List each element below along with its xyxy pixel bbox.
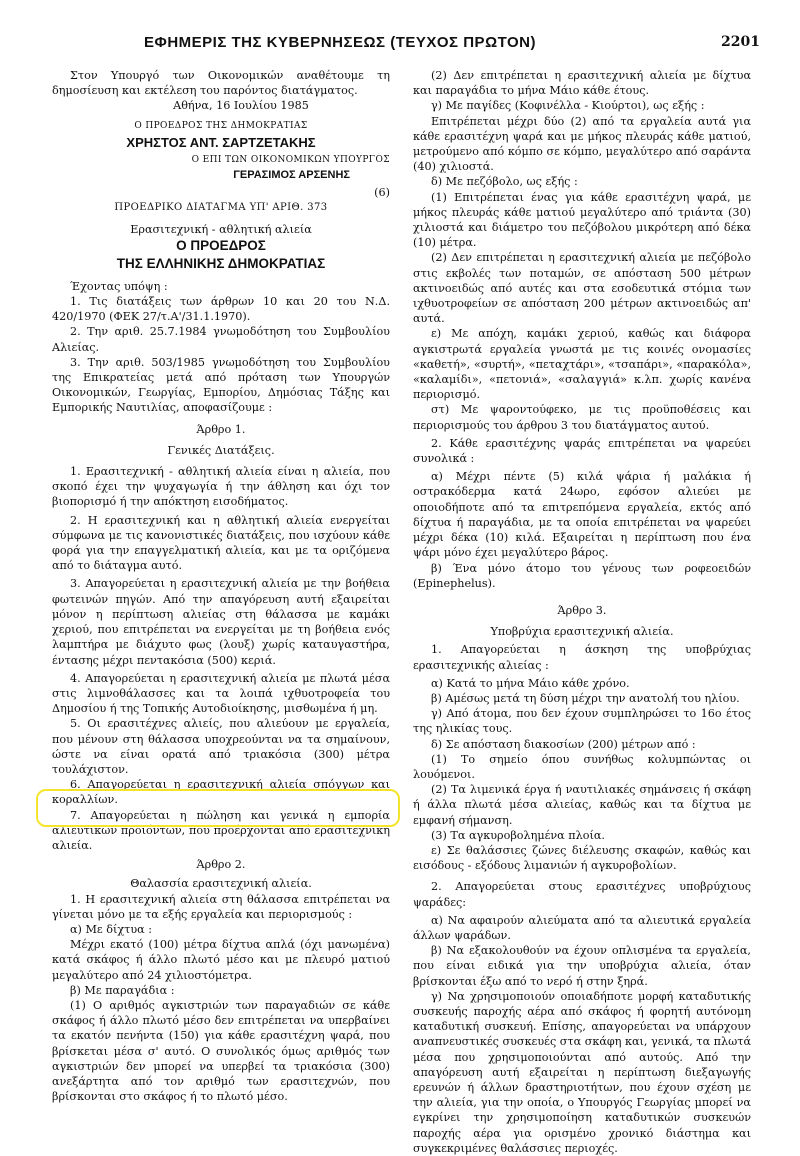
article-2-nets: α) Με δίχτυα : <box>70 922 153 936</box>
left-column <box>52 68 390 1104</box>
speargun-text: στ) Με ψαροντούφεκο, με τις προϋποθέσεις και περιορισμούς του άρθρου 3 του διατάγματος αυτού. <box>413 403 751 432</box>
article-3-heading: Άρθρο 3. <box>557 603 607 617</box>
article-2-heading: Άρθρο 2. <box>196 858 246 872</box>
article-1-para-4: 4. Απαγορεύεται η ερασιτεχνική αλιεία με πλωτά μέσα στις λιμνοθάλασσες και τα λοιπά ιχθυοτροφεία του Δημοσίου ή της Τοπικής Αυτοδιοίκησης, μισθωμένα ή μη. <box>52 671 390 716</box>
heading-president: Ο ΠΡΟΕΔΡΟΣ <box>176 237 266 253</box>
article-3-2g: γ) Να χρησιμοποιούν οποιαδήποτε μορφή καταδυτικής συσκευής παροχής αέρα από σκάφος ή φορητή αυτόνομη καταδυτική συσκευή. Επίσης, απαγορεύεται να υπάρχουν αναπνευστικές συσκευές στα σκάφη και, γενικά, τα πλωτά μέσα που χρησιμοποιούνται από αυτούς. Από την απαγόρευση αυτή εξαιρείται η περίπτωση διεξαγωγής ερευνών ή άλλων δραστηριοτήτων, που έχουν σχέση με την αλιεία, για την οποία, ο Υπουργός Γεωργίας μπορεί να εγκρίνει την χρησιμοποίηση καταδυτικών συσκευών παροχής αέρα για ορισμένο χρονικό διάστημα και συγκεκριμένες θαλάσσιες περιοχές. <box>413 989 751 1155</box>
article-3-d: δ) Σε απόσταση διακοσίων (200) μέτρων από : <box>431 737 696 751</box>
article-1-para-3: 3. Απαγορεύεται η ερασιτεχνική αλιεία με την βοήθεια φωτεινών πηγών. Από την απαγόρευση αυτή εξαιρείται μόνον η περίπτωση αλιείας στη θάλασσα με καμάκι χεριού, που επιτρέπεται να ενεργείται με τη βοήθεια ενός λαμπτήρα με διάχυτο φως (λουξ) χωρίς καταυγαστήρα, έντασης μέχρι πεντακόσια (500) κεριά. <box>52 577 390 667</box>
article-3-para-2: 2. Απαγορεύεται στους ερασιτέχνες υποβρύχιους ψαράδες: <box>413 880 751 909</box>
article-3-e: ε) Σε θαλάσσιες ζώνες διέλευσης σκαφών, καθώς και εισόδους - εξόδους λιμανιών ή αγκυροβολίων. <box>413 843 751 873</box>
article-3-b: β) Αμέσως μετά τη δύση μέχρι την ανατολή του ηλίου. <box>431 691 740 705</box>
president-title: Ο ΠΡΟΕΔΡΟΣ ΤΗΣ ΔΗΜΟΚΡΑΤΙΑΣ <box>134 120 308 131</box>
decree-subject: Ερασιτεχνική - αθλητική αλιεία <box>130 222 312 236</box>
heading-republic: ΤΗΣ ΕΛΛΗΝΙΚΗΣ ΔΗΜΟΚΡΑΤΙΑΣ <box>116 255 326 271</box>
article-3-2b: β) Να εξακολουθούν να έχουν οπλισμένα τα εργαλεία, που είναι ειδικά για την υποβρύχια αλιεία, όταν βρίσκονται έξω από το νερό ή στην ξηρά. <box>413 944 751 988</box>
article-1-para-2: 2. Η ερασιτεχνική και η αθλητική αλιεία ενεργείται σύμφωνα με τις κανονιστικές διατάξεις, που ισχύουν κάθε φορά για την επαγγελματική αλιεία, και με τα οριζόμενα από το διάταγμα αυτό. <box>52 513 390 573</box>
castnet-heading: δ) Με πεζόβολο, ως εξής : <box>431 175 578 189</box>
article-3-a: α) Κατά το μήνα Μάιο κάθε χρόνο. <box>431 676 630 690</box>
article-3-2a: α) Να αφαιρούν αλιεύματα από τα αλιευτικά εργαλεία άλλων ψαράδων. <box>413 913 751 942</box>
article-1-heading: Άρθρο 1. <box>196 422 246 436</box>
catch-limit-b: β) Ένα μόνο άτομο του γένους των ροφεοειδών (Epinephelus). <box>413 561 751 590</box>
minister-title: Ο ΕΠΙ ΤΩΝ ΟΙΚΟΝΟΜΙΚΩΝ ΥΠΟΥΡΓΟΣ <box>191 154 390 165</box>
right-column <box>413 68 751 1156</box>
article-3-subtitle: Υποβρύχια ερασιτεχνική αλιεία. <box>490 625 674 639</box>
article-3-para-1: 1. Απαγορεύεται η άσκηση της υποβρύχιας ερασιτεχνικής αλιείας : <box>413 643 751 672</box>
having-regard: Έχοντας υπόψη : <box>70 279 168 293</box>
traps-heading: γ) Με παγίδες (Κοφινέλλα - Κιούρτοι), ως εξής : <box>431 99 705 113</box>
consideration-1: 1. Τις διατάξεις των άρθρων 10 και 20 του Ν.Δ. 420/1970 (ΦΕΚ 27/τ.Α'/31.1.1970). <box>52 295 390 324</box>
catch-limit-a: α) Μέχρι πέντε (5) κιλά ψάρια ή μαλάκια ή οστρακόδερμα κατά 24ωρο, εφόσον αλιεύει με οποιοδήποτε από τα επιτρεπόμενα εργαλεία, εκτός από δίχτυα ή παραγάδια, με τα οποία επιτρέπεται να ψαρεύει μέχρι δέκα (10) κιλά. Εξαιρείται η περίπτωση που ένα ψάρι μόνο έχει μεγαλύτερο βάρος. <box>413 470 751 560</box>
consideration-3: 3. Την αριθ. 503/1985 γνωμοδότηση του Συμβουλίου της Επικρατείας μετά από πρόταση των Υπουργών Οικονομικών, Γεωργίας, Εμπορίου, Δημόσιας Τάξης και Εμπορικής Ναυτιλίας, αποφασίζουμε : <box>52 355 390 415</box>
article-3-d1: (1) Το σημείο όπου συνήθως κολυμπώντας οι λουόμενοι. <box>413 752 751 781</box>
article-1-para-5: 5. Οι ερασιτέχνες αλιείς, που αλιεύουν με εργαλεία, που μένουν στη θάλασσα υποχρεούνται να τα σημαίνουν, ώστε να είναι ορατά από τριακόσια (300) μέτρα τουλάχιστον. <box>52 717 390 776</box>
article-1-para-7: 7. Απαγορεύεται η πώληση και γενικά η εμπορία αλιευτικών προϊόντων, που προέρχονται από ερασιτεχνική αλιεία. <box>52 808 390 852</box>
article-1-para-1: 1. Ερασιτεχνική - αθλητική αλιεία είναι η αλιεία, που σκοπό έχει την ψυχαγωγία ή την άθληση και όχι τον βιοπορισμό ή την απόκτηση εισοδήματος. <box>52 465 390 509</box>
gazette-title: ΕΦΗΜΕΡΙΣ ΤΗΣ ΚΥΒΕΡΝΗΣΕΩΣ (ΤΕΥΧΟΣ ΠΡΩΤΟΝ) <box>144 34 536 51</box>
article-2-nets-text: Μέχρι εκατό (100) μέτρα δίχτυα απλά (όχι μανωμένα) κατά σκάφος ή άλλο πλωτό μέσο και με πλευρό ματιού μεγαλύτερο από 24 χιλιοστόμετρα. <box>52 938 390 982</box>
catch-limit: 2. Κάθε ερασιτέχνης ψαράς επιτρέπεται να ψαρεύει συνολικά : <box>413 436 751 466</box>
article-3-d3: (3) Τα αγκυροβολημένα πλοία. <box>431 828 605 842</box>
intro-text: Στον Υπουργό των Οικονομικών αναθέτουμε τη δημοσίευση και εκτέλεση του παρόντος διατάγματος. <box>52 69 390 98</box>
president-name: ΧΡΗΣΤΟΣ ΑΝΤ. ΣΑΡΤΖΕΤΑΚΗΣ <box>126 134 316 150</box>
article-3-g: γ) Από άτομα, που δεν έχουν συμπληρώσει το 16ο έτος της ηλικίας τους. <box>413 707 751 736</box>
castnet-2: (2) Δεν επιτρέπεται η ερασιτεχνική αλιεία με πεζόβολο στις εκβολές των ποταμών, σε απόσταση 500 μέτρων ακτινοειδώς από αυτές και στα εσοδευτικά στόμια των ιχθυοτροφείων σε απόσταση 200 μέτρων ακτινοειδώς απ' αυτά. <box>413 251 751 326</box>
page-header <box>40 34 760 56</box>
article-2-subtitle: Θαλασσία ερασιτεχνική αλιεία. <box>130 877 312 891</box>
date-line: Αθήνα, 16 Ιουλίου 1985 <box>173 99 309 113</box>
decree-number: ΠΡΟΕΔΡΙΚΟ ΔΙΑΤΑΓΜΑ ΥΠ' ΑΡΙΘ. 373 <box>114 202 328 214</box>
minister-name: ΓΕΡΑΣΙΜΟΣ ΑΡΣΕΝΗΣ <box>233 169 350 182</box>
decree-count: (6) <box>374 186 390 200</box>
article-2-longlines-1: (1) Ο αριθμός αγκιστριών των παραγαδιών σε κάθε σκάφος ή άλλο πλωτό μέσο δεν επιτρέπεται να υπερβαίνει τα εκατόν πενήντα (150) για κάθε ερασιτέχνη ψαρά, που βρίσκεται μέσα σ' αυτό. Ο συνολικός όμως αριθμός των αγκιστριών δεν μπορεί να υπερβεί τα τριακόσια (300) ανεξάρτητα από τον αριθμό των ερασιτεχνών, που βρίσκονται στο σκάφος ή το πλωτό μέσο. <box>52 998 390 1104</box>
article-2-para-1: 1. Η ερασιτεχνική αλιεία στη θάλασσα επιτρέπεται να γίνεται μόνο με τα εξής εργαλεία και περιορισμούς : <box>52 892 390 921</box>
article-3-d2: (2) Τα λιμενικά έργα ή ναυτιλιακές σημάνσεις ή σκάφη ή άλλα πλωτά μέσα αλιείας, καθώς και τα δίχτυα με εμφανή σήμανση. <box>413 783 751 827</box>
article-1-subtitle: Γενικές Διατάξεις. <box>167 443 275 457</box>
consideration-2: 2. Την αριθ. 25.7.1984 γνωμοδότηση του Συμβουλίου Αλιείας. <box>52 325 390 354</box>
longlines-2: (2) Δεν επιτρέπεται η ερασιτεχνική αλιεία με δίχτυα και παραγάδια το μήνα Μάιο κάθε έτους. <box>413 69 751 98</box>
page-number: 2201 <box>721 34 760 50</box>
highlight-box <box>36 789 400 827</box>
article-1-para-6: 6. Απαγορεύεται η ερασιτεχνική αλιεία σπόγγων και κοραλλίων. <box>52 778 390 807</box>
traps-text: Επιτρέπεται μέχρι δύο (2) από τα εργαλεία αυτά για κάθε ερασιτέχνη ψαρά και με μήκος πλευράς κάθε ματιού, μετρούμενο από κόμπο σε κόμπο, μεγαλύτερο από σαράντα (40) χιλιοστά. <box>413 114 751 174</box>
castnet-1: (1) Επιτρέπεται ένας για κάθε ερασιτέχνη ψαρά, με μήκος πλευράς κάθε ματιού μεγαλύτερο από τριάντα (30) χιλιοστά και διάμετρο του πεζόβολου μικρότερη από δέκα (10) μέτρα. <box>413 190 751 250</box>
handnet-text: ε) Με απόχη, καμάκι χεριού, καθώς και διάφορα αγκιστρωτά εργαλεία γνωστά με τις κοινές ονομασίες «καθετή», «συρτή», «πεταχτάρι», «τσαπάρι», «παρακόλα», «καλαμίδι», «πετονιά», «σαλαγγιά» κ.λπ. χωρίς κανένα περιορισμό. <box>413 327 751 402</box>
article-2-longlines: β) Με παραγάδια : <box>70 983 175 997</box>
